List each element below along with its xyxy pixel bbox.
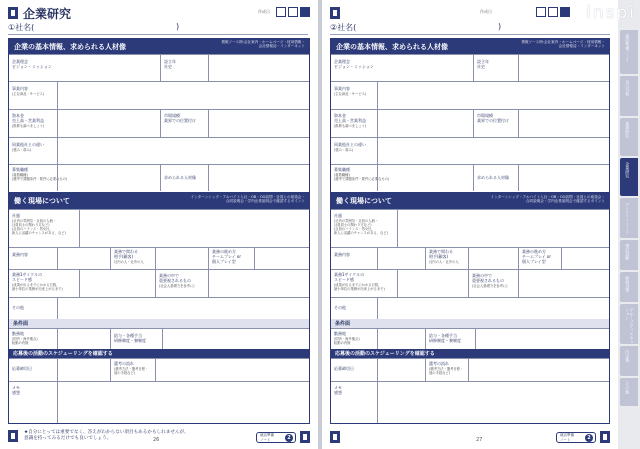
work-header [331, 192, 609, 209]
work-note: インターンシップ・アルバイト入社・OB・OG訪問・社員との座談会・ 合同説明会・学内企業説明会で確認するポイント [490, 195, 605, 204]
field-input[interactable] [155, 359, 309, 381]
deadline-label: 応募締切日 [334, 366, 354, 371]
page-number: 26 [153, 437, 160, 443]
important-label: 業務の中で 重要視されるもの [159, 273, 191, 283]
conditions-heading: 条件面 [335, 321, 351, 327]
conditions-heading: 条件面 [13, 321, 29, 327]
progress-box-filled [560, 7, 570, 17]
founded-label: 設立年 社史 [164, 59, 176, 69]
tab-group-discussion[interactable] [620, 304, 638, 344]
schedule-header [331, 349, 609, 358]
schedule-header [9, 349, 309, 358]
left-title-row [8, 5, 310, 21]
tab-label: 企業研究 [625, 162, 631, 178]
philosophy-label: 企業理念 ビジョン・ミッション [334, 59, 374, 69]
page-number: 27 [476, 437, 483, 443]
bookmark-icon [600, 431, 610, 443]
company-close: ) [498, 22, 502, 31]
field-input[interactable] [208, 55, 309, 81]
competitors-sub: (強み・弱み) [334, 148, 354, 152]
field-input[interactable] [475, 329, 609, 349]
tab-entry-sheet[interactable] [620, 198, 638, 238]
basic-info-heading: 企業の基本情報、求められる人材像 [14, 43, 126, 51]
field-input[interactable] [518, 165, 609, 191]
location-sub: (国内・海外拠点) 転勤の有無 [12, 337, 38, 345]
progress-box [548, 7, 558, 17]
field-input[interactable] [377, 82, 609, 109]
location-sub: (国内・海外拠点) 転勤の有無 [334, 337, 360, 345]
market-label: 市場規模 業界での位置付け [477, 113, 509, 123]
field-input[interactable] [162, 329, 309, 349]
field-input[interactable] [208, 110, 309, 137]
tab-after-offer[interactable] [620, 346, 638, 376]
tab-label: グループディスカッション [625, 308, 635, 344]
field-input[interactable] [518, 110, 609, 137]
field-row[interactable] [331, 269, 609, 297]
progress-box-filled [300, 7, 310, 17]
market-label: 市場規模 業界での位置付け [164, 113, 196, 123]
field-row[interactable] [9, 381, 309, 423]
field-input[interactable] [57, 82, 309, 109]
field-input[interactable] [208, 165, 309, 191]
bookmark-icon [8, 430, 18, 442]
conditions-header [331, 319, 609, 328]
page-title: 企業研究 [23, 7, 72, 21]
basic-info-header [331, 39, 609, 54]
ideal-person-label: 求められる人材像 [164, 175, 196, 180]
company-underline [8, 34, 308, 35]
schedule-heading: 応募後の活動のスケジューリングを確認する [335, 351, 435, 357]
field-input[interactable] [377, 298, 609, 319]
right-title-row [330, 5, 610, 21]
field-row[interactable] [331, 54, 609, 81]
duties-label: 業務内容 [12, 252, 28, 257]
notebook-badge [556, 432, 596, 443]
competitors-label: 同業他社との違い [334, 142, 366, 147]
selection-sub: (選考方法・選考日程・ 他の手段など) [114, 367, 149, 375]
tab-industry[interactable] [620, 118, 638, 156]
badge-number: 2 [285, 434, 293, 442]
tab-written-test[interactable] [620, 240, 638, 270]
bookmark-icon [300, 431, 310, 443]
job-types-label: 募集職種 [12, 167, 28, 172]
badge-text: 就活準備 ノート [260, 433, 274, 442]
capital-sub: (推移も調べましょう) [334, 124, 367, 128]
badge-text: 就活準備 ノート [560, 433, 574, 442]
field-input[interactable] [57, 298, 309, 319]
field-input[interactable] [518, 270, 609, 297]
tab-label: 自己分析 [625, 80, 631, 96]
culture-sub: (社内の雰囲気・社員の人柄・ 社員同士の関わり方など) (社員のバランス・男女比、 新人に活躍のチャンスがある、など) [12, 219, 66, 235]
culture-sub: (社内の雰囲気・社員の人柄・ 社員同士の関わり方など) (社員のバランス・男女比、 新人に活躍のチャンスがある、など) [334, 219, 388, 235]
colleagues-sub: 社内の人・社外の人 [429, 260, 459, 264]
colleagues-sub: 社内の人・社外の人 [114, 260, 144, 264]
tab-label: 業界研究 [625, 122, 631, 138]
schedule-heading: 応募後の活動のスケジューリングを確認する [13, 351, 113, 357]
business-label: 事業内容 [334, 86, 350, 91]
selection-label: 選考の流れ [429, 361, 449, 366]
business-sub: (主な商品・サービス) [334, 92, 367, 96]
footer-note: ★自分にとっては重要でなく、答えがわからない項目もあるかもしれませんが、 意識を持ってみるだけでも良いでしょう。 [24, 430, 189, 441]
work-heading: 働く現場について [336, 197, 392, 205]
cycle-label: 業務1サイクルの スピード感 [334, 272, 365, 282]
tab-label: エントリーシート [625, 202, 631, 234]
date-label: 作成日 [480, 9, 492, 14]
field-input[interactable] [377, 382, 609, 423]
conditions-header [9, 319, 309, 328]
field-row[interactable] [9, 209, 309, 247]
field-input[interactable] [208, 270, 309, 297]
selection-sub: (選考方法・選考日程・ 他の手段など) [429, 367, 464, 375]
competitors-label: 同業他社との違い [12, 142, 44, 147]
cycle-label: 業務1サイクルの スピード感 [12, 272, 43, 282]
research-form-right [330, 38, 610, 424]
field-row[interactable] [331, 328, 609, 349]
field-row[interactable] [331, 247, 609, 269]
other-label: その他 [12, 305, 24, 310]
tab-label: 内定後 [625, 350, 631, 362]
field-row[interactable] [9, 247, 309, 269]
company-label: ②社名( [330, 23, 357, 32]
basic-info-heading: 企業の基本情報、求められる人材像 [336, 43, 448, 51]
field-input[interactable] [57, 382, 309, 423]
tab-label: 筆記試験 [625, 244, 631, 260]
tab-label: その他 [625, 382, 631, 394]
work-style-label: 業務の進め方 チームプレイ or 個人プレイ型 [522, 249, 552, 264]
culture-label: 社風 [334, 213, 342, 218]
bookmark-icon [8, 7, 18, 19]
field-row[interactable] [9, 109, 309, 137]
company-underline [330, 34, 610, 35]
important-label: 業務の中で 重要視されるもの [472, 273, 504, 283]
work-heading: 働く現場について [14, 197, 70, 205]
tab-other[interactable] [620, 378, 638, 406]
tab-company[interactable] [620, 158, 638, 196]
date-label: 作成日 [258, 9, 270, 14]
selection-label: 選考の流れ [114, 361, 134, 366]
tab-label: 就活準備ノート [625, 34, 631, 62]
duties-label: 業務内容 [334, 252, 350, 257]
field-row[interactable] [331, 164, 609, 191]
inspi-logo: inspi [586, 3, 636, 23]
field-row[interactable] [9, 81, 309, 109]
field-row[interactable] [331, 109, 609, 137]
field-row[interactable] [331, 81, 609, 109]
colleagues-label: 業務で関わる 相手(顧客) [114, 249, 138, 259]
basic-info-note: 情報ソース例:会社案内・ホームページ・採用情報・ 会社情報誌・インターネット [521, 40, 605, 49]
capital-label: 資本金 売上高・営業利益 [334, 113, 366, 123]
field-input[interactable] [468, 359, 609, 381]
field-input[interactable] [377, 138, 609, 164]
field-row[interactable] [9, 358, 309, 381]
field-row[interactable] [9, 137, 309, 164]
memo-label: メモ 感想 [12, 385, 20, 395]
field-input[interactable] [57, 138, 309, 164]
tab-self-analysis[interactable] [620, 76, 638, 116]
progress-boxes [536, 7, 570, 17]
field-input[interactable] [254, 248, 309, 269]
business-label: 事業内容 [12, 86, 28, 91]
field-row[interactable] [331, 358, 609, 381]
research-form-left [8, 38, 310, 424]
location-label: 勤務地 [334, 331, 346, 336]
work-note: インターンシップ・アルバイト入社・OB・OG訪問・社員との座談会・ 合同説明会・学内企業説明会で確認するポイント [190, 195, 305, 204]
field-row[interactable] [331, 137, 609, 164]
notebook-badge [256, 432, 296, 443]
company-label: ①社名( [8, 23, 35, 32]
cycle-sub: (成果が出るまでにかかる日数、 最小単位の業務が出来上がるまで) [334, 283, 385, 291]
salary-label: 給与・各種手当 研修制度・寮制度 [429, 333, 461, 343]
field-row[interactable] [331, 297, 609, 319]
basic-info-header [9, 39, 309, 54]
field-input[interactable] [518, 55, 609, 81]
other-label: その他 [334, 305, 346, 310]
job-types-sub: (複数職種) (選考で課題条件・要件に必要なもの) [334, 173, 390, 181]
company-close: ) [176, 22, 180, 31]
colleagues-label: 業務で関わる 相手(顧客) [429, 249, 453, 259]
memo-label: メモ 感想 [334, 385, 342, 395]
field-input[interactable] [397, 210, 609, 247]
bookmark-icon [330, 7, 340, 19]
founded-label: 設立年 社史 [477, 59, 489, 69]
work-header [9, 192, 309, 209]
capital-sub: (推移も調べましょう) [12, 124, 45, 128]
field-input[interactable] [561, 248, 609, 269]
progress-box [276, 7, 286, 17]
basic-info-note: 情報ソース例:会社案内・ホームページ・採用情報・ 会社情報誌・インターネット [221, 40, 305, 49]
cycle-sub: (成果が出るまでにかかる日数、 最小単位の業務が出来上がるまで) [12, 283, 63, 291]
job-types-label: 募集職種 [334, 167, 350, 172]
field-row[interactable] [331, 209, 609, 247]
tab-notebook[interactable] [620, 30, 638, 74]
business-sub: (主な商品・サービス) [12, 92, 45, 96]
left-page [0, 0, 318, 449]
philosophy-label: 企業理念 ビジョン・ミッション [12, 59, 52, 69]
field-row[interactable] [9, 328, 309, 349]
work-style-label: 業務の進め方 チームプレイ or 個人プレイ型 [212, 249, 242, 264]
tab-interview[interactable] [620, 272, 638, 302]
progress-box [536, 7, 546, 17]
field-row[interactable] [9, 54, 309, 81]
deadline-label: 応募締切日 [12, 366, 32, 371]
culture-label: 社風 [12, 213, 20, 218]
progress-box [288, 7, 298, 17]
right-page [322, 0, 618, 449]
bookmark-icon [330, 431, 340, 443]
field-input[interactable] [79, 210, 309, 247]
field-row[interactable] [9, 164, 309, 191]
job-types-sub: (複数職種) (選考で課題条件・要件に必要なもの) [12, 173, 68, 181]
location-label: 勤務地 [12, 331, 24, 336]
important-sub: (社会人基礎力を参考に) [472, 284, 508, 288]
capital-label: 資本金 売上高・営業利益 [12, 113, 44, 123]
progress-boxes [276, 7, 310, 17]
important-sub: (社会人基礎力を参考に) [159, 284, 195, 288]
salary-label: 給与・各種手当 研修制度・寮制度 [114, 333, 146, 343]
field-row[interactable] [9, 297, 309, 319]
badge-number: 2 [585, 434, 593, 442]
field-row[interactable] [9, 269, 309, 297]
ideal-person-label: 求められる人材像 [477, 175, 509, 180]
tab-label: 面接対策 [625, 276, 631, 292]
competitors-sub: (強み・弱み) [12, 148, 32, 152]
field-row[interactable] [331, 381, 609, 423]
